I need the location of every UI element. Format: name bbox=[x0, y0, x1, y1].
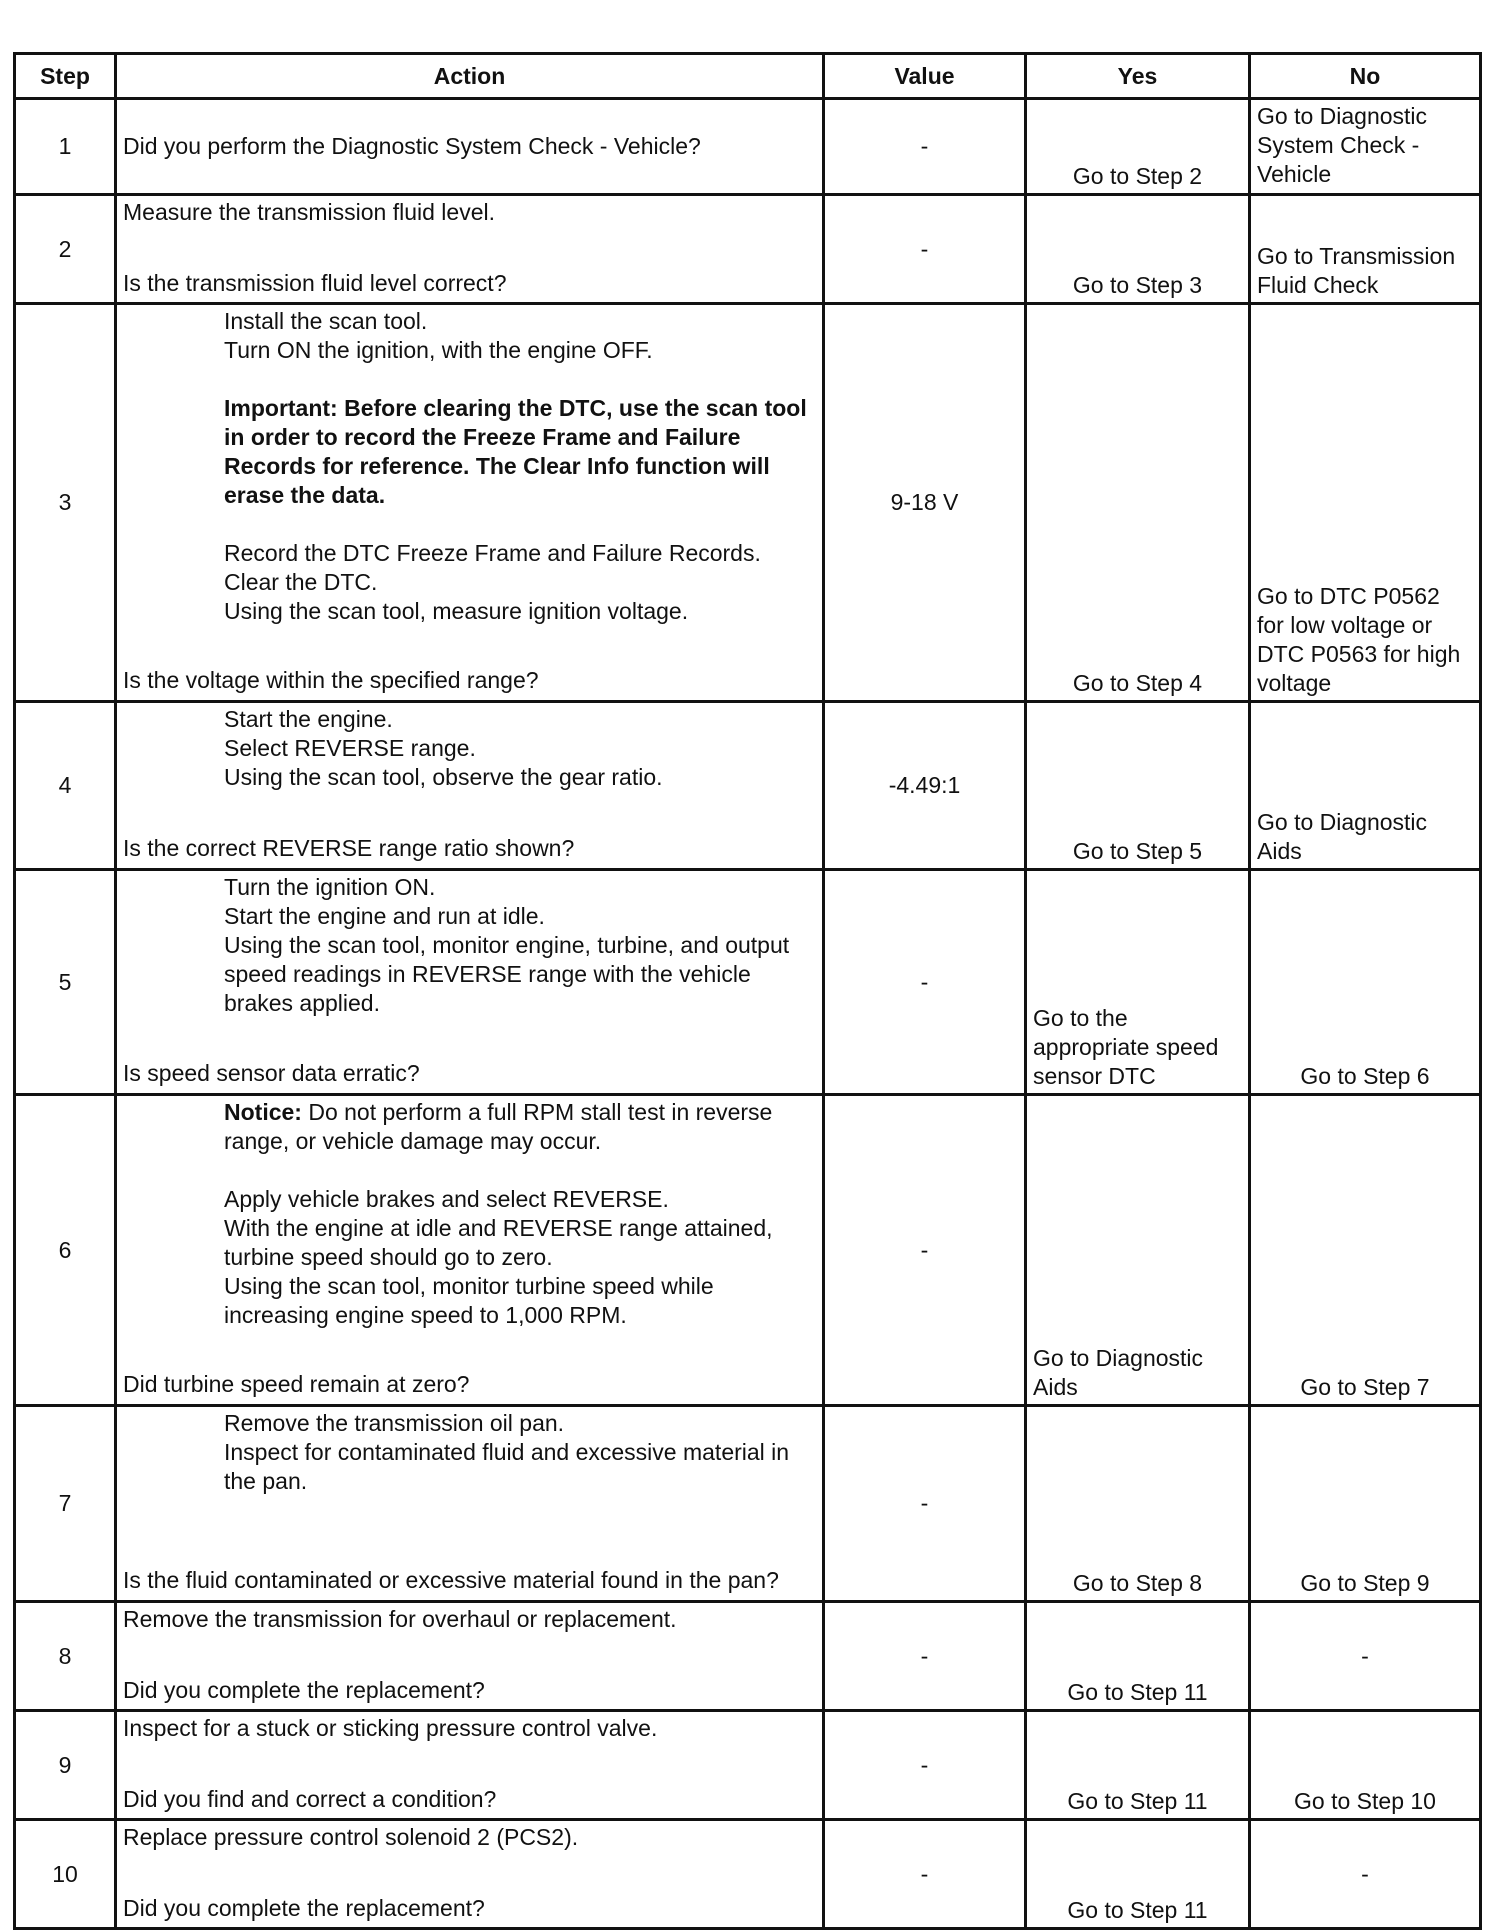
value-cell: - bbox=[824, 1711, 1026, 1820]
no-cell: Go to Step 9 bbox=[1250, 1406, 1481, 1602]
action-question: Did you find and correct a condition? bbox=[123, 1786, 497, 1812]
action-cell bbox=[116, 1095, 824, 1406]
action-cell bbox=[116, 195, 824, 304]
action-cell bbox=[116, 1406, 824, 1602]
no-cell: Go to Diagnostic Aids bbox=[1250, 702, 1481, 870]
yes-cell: Go to Diagnostic Aids bbox=[1026, 1095, 1250, 1406]
value-cell: - bbox=[824, 1602, 1026, 1711]
step-number: 8 bbox=[15, 1602, 116, 1711]
important-note: Important: Before clearing the DTC, use the scan tool in order to record the Freeze Frame and Failure Records for reference. The Clear Info function will erase the data. bbox=[224, 395, 814, 508]
notice-label: Notice: bbox=[224, 1099, 302, 1125]
yes-cell: Go to Step 3 bbox=[1026, 195, 1250, 304]
no-cell: - bbox=[1250, 1602, 1481, 1711]
table-row bbox=[15, 304, 1481, 702]
table-row bbox=[15, 99, 1481, 195]
action-step: Turn ON the ignition, with the engine OFF. bbox=[224, 337, 653, 363]
step-number: 10 bbox=[15, 1820, 116, 1929]
action-step: Turn the ignition ON. bbox=[224, 874, 436, 900]
step-number: 7 bbox=[15, 1406, 116, 1602]
diagnostic-table bbox=[13, 52, 1482, 1930]
value-cell: - bbox=[824, 99, 1026, 195]
action-step: Using the scan tool, monitor turbine speed while increasing engine speed to 1,000 RPM. bbox=[224, 1273, 721, 1328]
no-cell: Go to Diagnostic System Check - Vehicle bbox=[1250, 99, 1481, 195]
no-cell: Go to Step 6 bbox=[1250, 870, 1481, 1095]
header-no: No bbox=[1250, 54, 1481, 99]
no-cell: Go to Step 10 bbox=[1250, 1711, 1481, 1820]
value-cell: - bbox=[824, 195, 1026, 304]
action-step: Start the engine and run at idle. bbox=[224, 903, 545, 929]
value-cell: -4.49:1 bbox=[824, 702, 1026, 870]
action-cell bbox=[116, 1820, 824, 1929]
step-number: 2 bbox=[15, 195, 116, 304]
action-step: Clear the DTC. bbox=[224, 569, 378, 595]
action-step: With the engine at idle and REVERSE range attained, turbine speed should go to zero. bbox=[224, 1215, 779, 1270]
yes-cell: Go to Step 11 bbox=[1026, 1711, 1250, 1820]
action-step: Start the engine. bbox=[224, 706, 393, 732]
action-question: Did you perform the Diagnostic System Check - Vehicle? bbox=[123, 133, 701, 159]
action-step: Using the scan tool, observe the gear ratio. bbox=[224, 764, 663, 790]
yes-cell: Go to Step 11 bbox=[1026, 1602, 1250, 1711]
action-question: Is the correct REVERSE range ratio shown? bbox=[123, 835, 575, 861]
header-value: Value bbox=[824, 54, 1026, 99]
action-question: Is the transmission fluid level correct? bbox=[123, 270, 507, 296]
no-cell: Go to Transmission Fluid Check bbox=[1250, 195, 1481, 304]
action-intro: Remove the transmission for overhaul or replacement. bbox=[123, 1606, 677, 1632]
action-step: Select REVERSE range. bbox=[224, 735, 476, 761]
value-cell: 9-18 V bbox=[824, 304, 1026, 702]
yes-cell: Go to Step 5 bbox=[1026, 702, 1250, 870]
action-step: Record the DTC Freeze Frame and Failure Records. bbox=[224, 540, 761, 566]
action-cell bbox=[116, 1602, 824, 1711]
table-row bbox=[15, 1406, 1481, 1602]
header-row bbox=[15, 54, 1481, 99]
notice-note bbox=[123, 1098, 816, 1156]
notice-text: Do not perform a full RPM stall test in reverse range, or vehicle damage may occur. bbox=[224, 1099, 779, 1154]
action-question: Is the fluid contaminated or excessive material found in the pan? bbox=[123, 1567, 779, 1593]
action-intro: Inspect for a stuck or sticking pressure control valve. bbox=[123, 1715, 658, 1741]
action-question: Did turbine speed remain at zero? bbox=[123, 1371, 470, 1397]
action-question: Is the voltage within the specified range? bbox=[123, 667, 539, 693]
action-intro: Replace pressure control solenoid 2 (PCS2). bbox=[123, 1824, 579, 1850]
yes-cell: Go to Step 8 bbox=[1026, 1406, 1250, 1602]
step-number: 5 bbox=[15, 870, 116, 1095]
yes-cell: Go to Step 4 bbox=[1026, 304, 1250, 702]
table-row bbox=[15, 1602, 1481, 1711]
value-cell: - bbox=[824, 870, 1026, 1095]
header-step: Step bbox=[15, 54, 116, 99]
header-yes: Yes bbox=[1026, 54, 1250, 99]
header-action: Action bbox=[116, 54, 824, 99]
action-step: Remove the transmission oil pan. bbox=[224, 1410, 565, 1436]
action-step: Install the scan tool. bbox=[224, 308, 428, 334]
table-row bbox=[15, 870, 1481, 1095]
action-step: Using the scan tool, measure ignition voltage. bbox=[224, 598, 689, 624]
value-cell: - bbox=[824, 1406, 1026, 1602]
value-cell: - bbox=[824, 1095, 1026, 1406]
action-question: Did you complete the replacement? bbox=[123, 1895, 485, 1921]
table-row bbox=[15, 1711, 1481, 1820]
action-question: Did you complete the replacement? bbox=[123, 1677, 485, 1703]
table-row bbox=[15, 1095, 1481, 1406]
action-step: Inspect for contaminated fluid and excessive material in the pan. bbox=[224, 1439, 796, 1494]
action-question: Is speed sensor data erratic? bbox=[123, 1060, 420, 1086]
step-number: 3 bbox=[15, 304, 116, 702]
step-number: 1 bbox=[15, 99, 116, 195]
no-cell: Go to Step 7 bbox=[1250, 1095, 1481, 1406]
step-number: 4 bbox=[15, 702, 116, 870]
table-row bbox=[15, 195, 1481, 304]
action-step: Using the scan tool, monitor engine, turbine, and output speed readings in REVERSE range with the vehicle brakes applied. bbox=[224, 932, 796, 1016]
yes-cell: Go to the appropriate speed sensor DTC bbox=[1026, 870, 1250, 1095]
value-cell: - bbox=[824, 1820, 1026, 1929]
action-cell bbox=[116, 870, 824, 1095]
step-number: 9 bbox=[15, 1711, 116, 1820]
table-row bbox=[15, 702, 1481, 870]
no-cell: - bbox=[1250, 1820, 1481, 1929]
action-cell bbox=[116, 1711, 824, 1820]
action-cell bbox=[116, 702, 824, 870]
action-step: Apply vehicle brakes and select REVERSE. bbox=[224, 1186, 669, 1212]
step-number: 6 bbox=[15, 1095, 116, 1406]
no-cell: Go to DTC P0562 for low voltage or DTC P0563 for high voltage bbox=[1250, 304, 1481, 702]
yes-cell: Go to Step 2 bbox=[1026, 99, 1250, 195]
table-row bbox=[15, 1820, 1481, 1929]
action-intro: Measure the transmission fluid level. bbox=[123, 199, 495, 225]
action-cell bbox=[116, 304, 824, 702]
action-cell bbox=[116, 99, 824, 195]
yes-cell: Go to Step 11 bbox=[1026, 1820, 1250, 1929]
